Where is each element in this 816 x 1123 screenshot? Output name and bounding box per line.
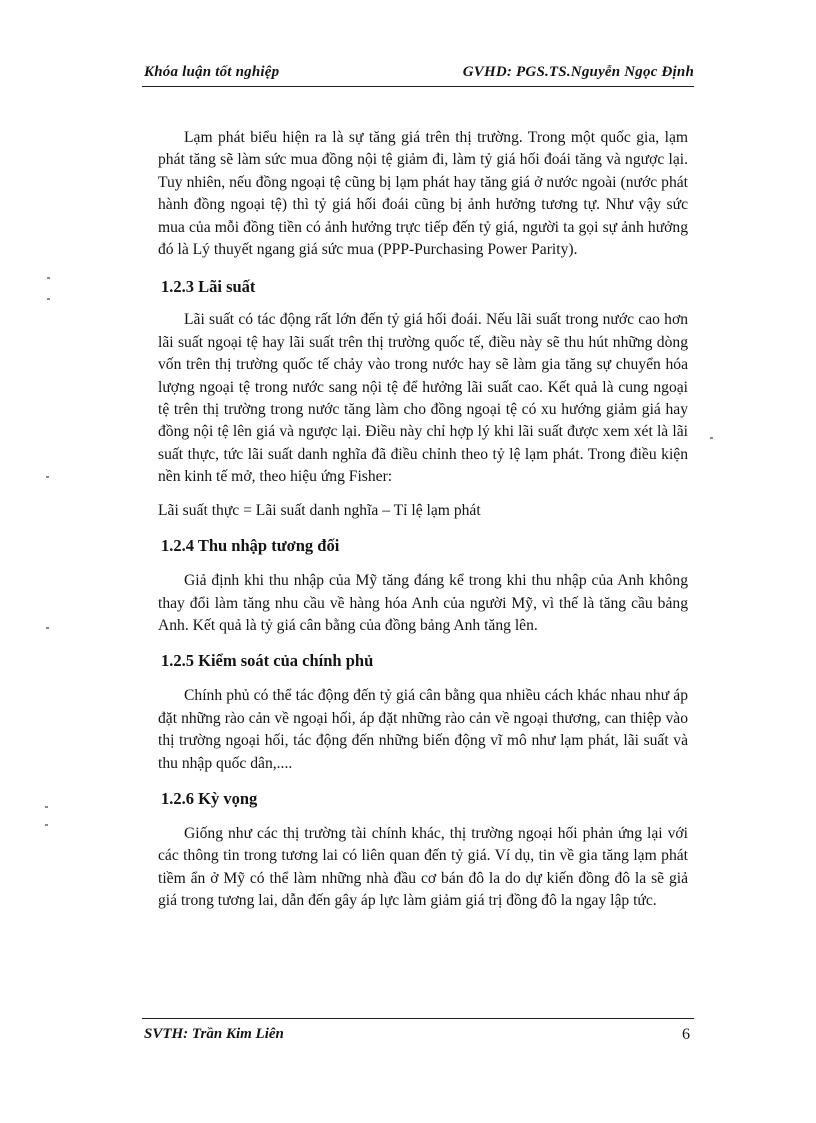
paragraph-expectations: Giống như các thị trường tài chính khác, thị trường ngoại hối phản ứng lại với các thông tin trong tương lai có liên quan đến tỷ giá. Ví dụ, tin về gia tăng lạm phát tiềm ẩn ở Mỹ có thể làm những nhà đầu cơ bán đô la do dự kiến đồng đô la sẽ giả giá trong tương lai, dẫn đến gây áp lực làm giảm giá trị đồng đô la ngay lập tức.	[158, 824, 688, 910]
footer-student: SVTH: Trần Kim Liên	[144, 1026, 284, 1042]
scan-mark	[710, 437, 713, 439]
page-body	[158, 127, 688, 913]
heading-government-control: 1.2.5 Kiểm soát của chính phủ	[161, 651, 374, 671]
heading-interest-rate: 1.2.3 Lãi suất	[161, 277, 256, 297]
heading-expectations: 1.2.6 Kỳ vọng	[161, 788, 258, 808]
scan-mark	[45, 806, 48, 808]
scan-mark	[45, 824, 48, 826]
scan-mark	[46, 476, 49, 478]
header-thesis-label: Khóa luận tốt nghiệp	[144, 64, 280, 80]
paragraph-inflation: Lạm phát biểu hiện ra là sự tăng giá trên thị trường. Trong một quốc gia, lạm phát tăng sẽ làm sức mua đồng nội tệ giảm đi, làm tỷ giá hối đoái tăng và ngược lại. Tuy nhiên, nếu đồng ngoại tệ cũng bị lạm phát hay tăng giá ở nước ngoài (nước phát hành đồng ngoại tệ) thì tỷ giá hối đoái cũng bị ảnh hưởng tương tự. Như vậy sức mua của mỗi đồng tiền có ảnh hưởng trực tiếp đến tỷ giá, người ta gọi sự ảnh hưởng đó là Lý thuyết ngang giá sức mua (PPP-Purchasing Power Parity).	[158, 129, 688, 259]
scan-mark	[46, 627, 49, 629]
scan-mark	[47, 277, 50, 279]
page-header	[142, 60, 694, 87]
scan-mark	[47, 298, 50, 300]
paragraph-government-control: Chính phủ có thể tác động đến tỷ giá cân bằng qua nhiều cách khác nhau như áp đặt những rào cản về ngoại hối, áp đặt những rào cản về ngoại thương, can thiệp vào thị trường ngoại hối, tác động đến những biến động vĩ mô như lạm phát, lãi suất và thu nhập quốc dân,....	[158, 687, 688, 772]
page-number: 6	[682, 1026, 690, 1043]
fisher-formula: Lãi suất thực = Lãi suất danh nghĩa – Tỉ lệ lạm phát	[158, 501, 481, 519]
paragraph-interest-rate: Lãi suất có tác động rất lớn đến tỷ giá hối đoái. Nếu lãi suất trong nước cao hơn lãi suất ngoại tệ hay lãi suất trên thị trường quốc tế, điều này sẽ thu hút những dòng vốn trên thị trường quốc tế chảy vào trong nước hay sẽ làm gia tăng sự chuyển hóa lượng ngoại tệ trong nước sang nội tệ để hưởng lãi suất cao. Kết quả là cung ngoại tệ trên thị trường trong nước tăng làm cho đồng ngoại tệ có xu hướng giảm giá hay đồng nội tệ lên giá và ngược lại. Điều này chỉ hợp lý khi lãi suất được xem xét là lãi suất thực, tức lãi suất danh nghĩa đã điều chỉnh theo tỷ lệ lạm phát. Trong điều kiện nền kinh tế mở, theo hiệu ứng Fisher:	[158, 311, 688, 486]
paragraph-relative-income: Giả định khi thu nhập của Mỹ tăng đáng kể trong khi thu nhập của Anh không thay đổi làm tăng nhu cầu về hàng hóa Anh của người Mỹ, vì thế là tăng cầu bảng Anh. Kết quả là tỷ giá cân bằng của đồng bảng Anh tăng lên.	[158, 572, 688, 634]
header-advisor: GVHD: PGS.TS.Nguyễn Ngọc Định	[462, 64, 694, 80]
page-footer	[142, 1018, 694, 1048]
heading-relative-income: 1.2.4 Thu nhập tương đối	[161, 536, 340, 556]
